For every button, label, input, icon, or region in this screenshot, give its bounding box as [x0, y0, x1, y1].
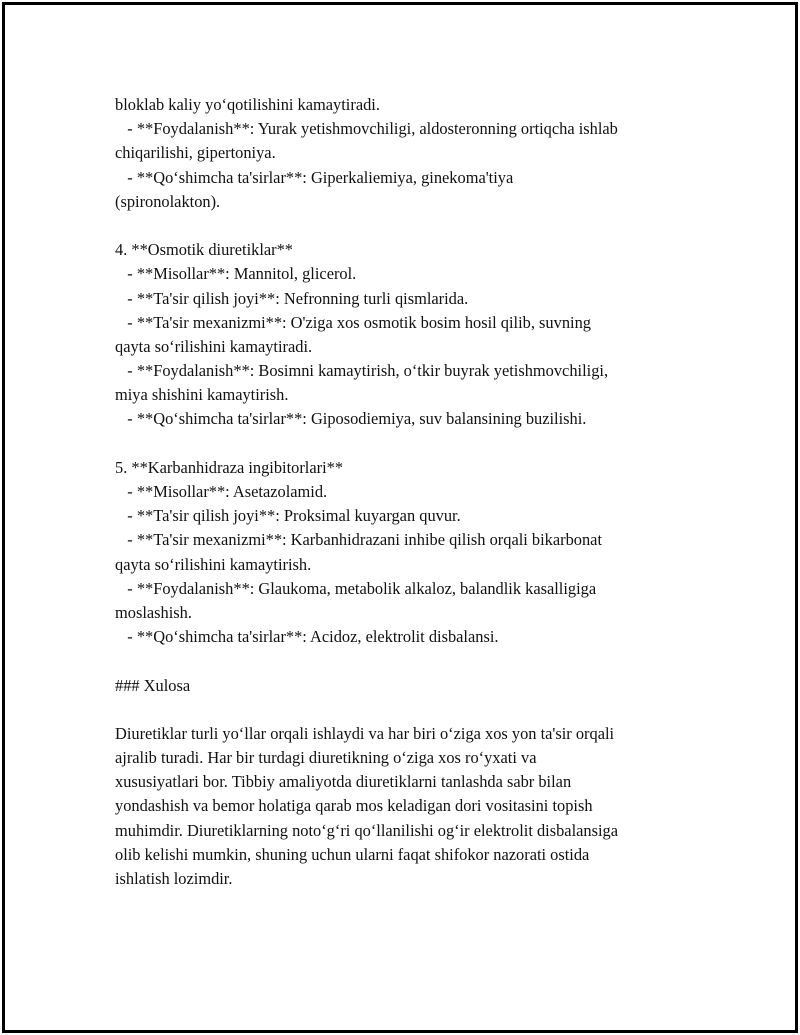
- text-line: - **Misollar**: Mannitol, glicerol.: [115, 264, 357, 284]
- text-line: Diuretiklar turli yo‘llar orqali ishlaydi va har biri o‘ziga xos yon ta'sir orqali: [115, 723, 615, 743]
- text-line: olib kelishi mumkin, shuning uchun ularni faqat shifokor nazorati ostida: [115, 844, 590, 864]
- text-line: - **Ta'sir mexanizmi**: Karbanhidrazani inhibe qilish orqali bikarbonat: [115, 530, 603, 550]
- text-line: ajralib turadi. Har bir turdagi diuretikning o‘ziga xos ro‘yxati va: [115, 748, 537, 768]
- text-line: xususiyatlari bor. Tibbiy amaliyotda diuretiklarni tanlashda sabr bilan: [115, 772, 572, 792]
- intro-block: [115, 93, 675, 214]
- paragraph-spacer: [115, 432, 675, 456]
- text-line: - **Qo‘shimcha ta'sirlar**: Giperkaliemiya, ginekoma'tiya: [115, 167, 514, 187]
- text-line: - **Ta'sir qilish joyi**: Nefronning turli qismlarida.: [115, 288, 469, 308]
- text-line: - **Ta'sir mexanizmi**: O'ziga xos osmotik bosim hosil qilib, suvning: [115, 312, 591, 332]
- text-line: - **Ta'sir qilish joyi**: Proksimal kuyargan quvur.: [115, 506, 461, 526]
- text-line: - **Qo‘shimcha ta'sirlar**: Acidoz, elektrolit disbalansi.: [115, 627, 499, 647]
- text-line: yondashish va bemor holatiga qarab mos keladigan dori vositasini topish: [115, 796, 593, 816]
- paragraph-spacer: [115, 649, 675, 673]
- text-line: - **Foydalanish**: Bosimni kamaytirish, o‘tkir buyrak yetishmovchiligi,: [115, 361, 609, 381]
- text-line: - **Foydalanish**: Glaukoma, metabolik alkaloz, balandlik kasalligiga: [115, 578, 597, 598]
- text-line: bloklab kaliy yo‘qotilishini kamaytiradi.: [115, 95, 380, 114]
- text-line: - **Foydalanish**: Yurak yetishmovchiligi, aldosteronning ortiqcha ishlab: [115, 119, 618, 139]
- section-osmotic-diuretics: [115, 238, 675, 432]
- text-line: muhimdir. Diuretiklarning noto‘g‘ri qo‘llanilishi og‘ir elektrolit disbalansiga: [115, 820, 619, 840]
- text-line: - **Qo‘shimcha ta'sirlar**: Giposodiemiya, suv balansining buzilishi.: [115, 409, 587, 429]
- document-body: [115, 93, 675, 891]
- paragraph-spacer: [115, 214, 675, 238]
- conclusion-paragraph: [115, 722, 675, 891]
- text-line: miya shishini kamaytirish.: [115, 385, 289, 405]
- text-line: (spironolakton).: [115, 191, 221, 211]
- text-line: qayta so‘rilishini kamaytirish.: [115, 554, 312, 574]
- text-line: qayta so‘rilishini kamaytiradi.: [115, 336, 313, 356]
- paragraph-spacer: [115, 698, 675, 722]
- conclusion-heading: ### Xulosa: [115, 675, 191, 695]
- text-line: ishlatish lozimdir.: [115, 869, 233, 888]
- section-carbonic-anhydrase-inhibitors: [115, 456, 675, 650]
- text-line: moslashish.: [115, 602, 192, 622]
- section-heading: 4. **Osmotik diuretiklar**: [115, 240, 294, 260]
- section-heading: 5. **Karbanhidraza ingibitorlari**: [115, 457, 344, 477]
- text-line: chiqarilishi, gipertoniya.: [115, 143, 276, 163]
- text-line: - **Misollar**: Asetazolamid.: [115, 482, 328, 501]
